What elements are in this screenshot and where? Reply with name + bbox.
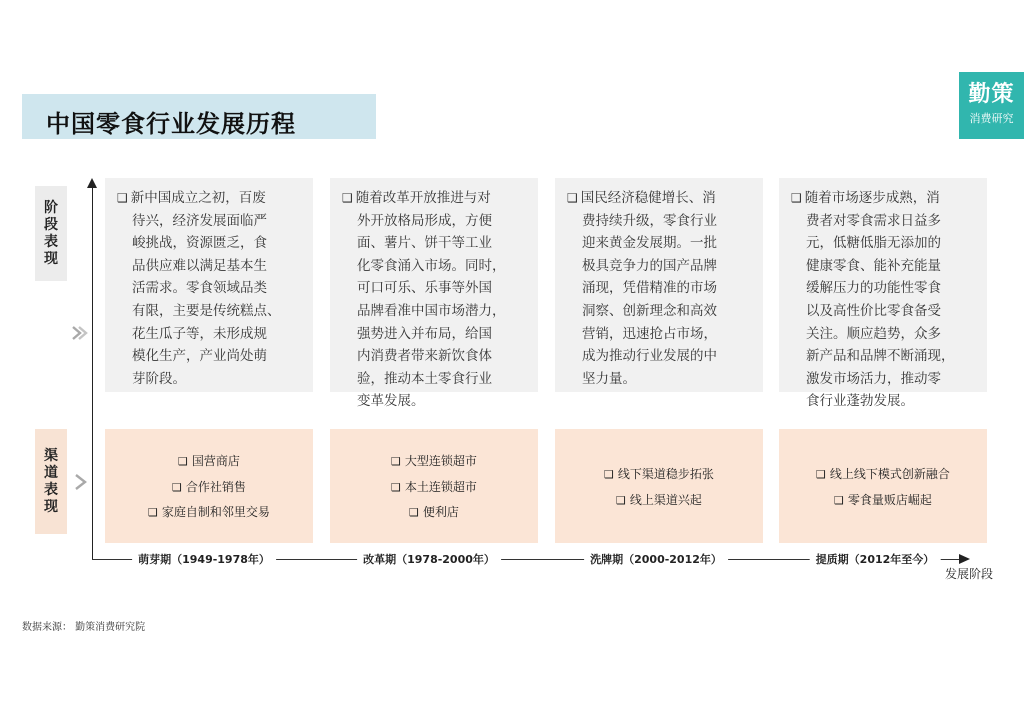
stage-line-text: 可口可乐、乐事等外国 [357,280,492,297]
stage-line-text: 以及高性价比零食备受 [806,302,941,319]
checkbox-icon: ❑ [409,506,419,519]
stage-line-text: 变革发展。 [357,393,425,410]
stage-line-text: 费持续升级，零食行业 [582,212,717,229]
stage-line-text: 随着市场逐步成熟，消 [804,190,940,206]
stage-line-text: 营销，迅速抢占市场， [582,325,717,342]
stage-line-text: 元，低糖低脂无添加的 [806,235,941,252]
stage-line [342,187,532,210]
stage-line [791,277,981,300]
stage-line [342,323,532,346]
stage-box-1 [105,178,313,392]
stage-line [567,187,757,210]
stage-line-text: 品供应难以满足基本生 [132,257,267,274]
checkbox-icon: ❑ [816,468,826,481]
channel-item-text: 大型连锁超市 [404,454,477,468]
stage-line [342,232,532,255]
stage-line [567,232,757,255]
stage-line [791,368,981,391]
channel-item [105,500,313,526]
channel-item-text: 线下渠道稳步拓张 [617,467,714,481]
channel-item-text: 合作社销售 [185,479,246,494]
channel-item [105,475,313,501]
stage-line [567,368,757,391]
checkbox-icon: ❑ [117,191,128,205]
stage-box-2 [330,178,538,410]
row-label-channel [35,429,67,534]
channel-box-1 [105,429,313,543]
vertical-axis [92,188,93,560]
stage-line [117,277,307,300]
stage-line-text: 花生瓜子等，未形成规 [132,325,267,342]
stage-line [567,210,757,233]
stage-line [342,210,532,233]
channel-item [330,475,538,501]
stage-line [117,210,307,233]
stage-line-text: 新中国成立之初，百废 [130,190,266,206]
channel-item-text: 线上渠道兴起 [629,492,702,507]
stage-line-text: 新产品和品牌不断涌现， [806,348,955,365]
checkbox-icon: ❑ [172,480,182,494]
channel-item [330,500,538,526]
channel-list-4 [779,462,987,513]
period-label-3: 洗牌期（2000-2012年） [584,551,728,569]
channel-list-1 [105,449,313,526]
stage-line [342,345,532,368]
stage-line [117,255,307,278]
horizontal-axis-arrow [959,554,970,564]
stage-line-text: 迎来黄金发展期。一批 [582,235,717,252]
stage-line-text: 健康零食、能补充能量 [806,257,941,274]
channel-item [555,462,763,488]
channel-item [779,488,987,514]
stage-line-text: 坚力量。 [582,370,636,387]
stage-line-text: 品牌看准中国市场潜力， [357,302,506,319]
stage-box-4 [779,178,987,410]
stage-line-text: 关注。顺应趋势，众多 [806,325,941,342]
double-chevron-right-icon [71,324,89,346]
row-label-stage-text: 阶段表现 [44,200,58,267]
stage-line-text: 国民经济稳健增长、消 [580,190,716,206]
stage-line-text: 随着改革开放推进与对 [355,190,491,206]
stage-line-text: 外开放格局形成，方便 [357,212,492,229]
checkbox-icon: ❑ [178,455,188,468]
stage-line-text: 极具竞争力的国产品牌 [582,257,717,274]
stage-line [567,277,757,300]
stage-line-text: 激发市场活力，推动零 [806,370,941,387]
checkbox-icon: ❑ [567,191,578,205]
page-title: 中国零食行业发展历程 [46,110,296,138]
checkbox-icon: ❑ [791,191,802,205]
stage-line-text: 待兴，经济发展面临严 [132,212,267,229]
stage-line [791,210,981,233]
stage-line-text: 模化生产，产业尚处萌 [132,348,267,365]
channel-list-3 [555,462,763,513]
stage-line-text: 有限，主要是传统糕点、 [132,302,281,319]
checkbox-icon: ❑ [391,455,401,468]
channel-item-text: 家庭自制和邻里交易 [161,505,270,519]
stage-line-text: 费者对零食需求日益多 [806,212,941,229]
checkbox-icon: ❑ [604,468,614,481]
period-label-1: 萌芽期（1949-1978年） [132,551,276,569]
logo-sub-text: 消费研究 [969,112,1014,125]
stage-line-text: 缓解压力的功能性零食 [806,280,941,297]
channel-box-4 [779,429,987,543]
stage-line [567,323,757,346]
stage-line [791,232,981,255]
stage-line [342,390,532,413]
stage-line [791,300,981,323]
stage-line [117,232,307,255]
stage-line [342,255,532,278]
channel-item-text: 国营商店 [191,454,240,468]
stage-line [567,345,757,368]
checkbox-icon: ❑ [834,493,844,507]
stage-text-2 [342,187,532,413]
stage-line [791,345,981,368]
stage-line [342,368,532,391]
stage-line-text: 峻挑战，资源匮乏，食 [132,235,267,252]
channel-item [779,462,987,488]
stage-line-text: 洞察、创新理念和高效 [582,302,717,319]
checkbox-icon: ❑ [342,191,353,205]
stage-text-1 [117,187,307,390]
stage-line [567,255,757,278]
channel-item-text: 线上线下模式创新融合 [829,467,950,481]
stage-line [117,345,307,368]
channel-item [330,449,538,475]
data-source: 数据来源： 勤策消费研究院 [22,622,146,633]
stage-line-text: 强势进入并布局，给国 [357,325,492,342]
stage-line-text: 化零食涌入市场。同时， [357,257,506,274]
stage-line [117,368,307,391]
stage-line-text: 验，推动本土零食行业 [357,370,492,387]
stage-line-text: 食行业蓬勃发展。 [806,393,914,410]
channel-item-text: 本土连锁超市 [404,479,477,494]
stage-line [791,323,981,346]
stage-line-text: 内消费者带来新饮食体 [357,348,492,365]
period-label-2: 改革期（1978-2000年） [357,551,501,569]
channel-item-text: 便利店 [422,505,459,519]
chevron-right-icon [73,473,89,495]
checkbox-icon: ❑ [391,480,401,494]
stage-line [342,300,532,323]
row-label-stage [35,186,67,281]
checkbox-icon: ❑ [148,506,158,519]
stage-line [117,187,307,210]
checkbox-icon: ❑ [616,493,626,507]
stage-line [117,323,307,346]
stage-line-text: 芽阶段。 [132,370,186,387]
stage-line [791,187,981,210]
stage-line [342,277,532,300]
stage-line-text: 活需求。零食领域品类 [132,280,267,297]
stage-line [791,255,981,278]
channel-box-3 [555,429,763,543]
stage-line [791,390,981,413]
axis-name: 发展阶段 [945,567,994,581]
stage-line-text: 面、薯片、饼干等工业 [357,235,492,252]
channel-item-text: 零食量贩店崛起 [847,492,932,507]
stage-line-text: 成为推动行业发展的中 [582,348,717,365]
period-label-4: 提质期（2012年至今） [810,551,941,569]
stage-line [567,300,757,323]
brand-logo [959,72,1024,139]
logo-main-text: 勤策 [968,82,1015,107]
stage-line-text: 涌现，凭借精准的市场 [582,280,717,297]
row-label-channel-text: 渠道表现 [44,448,58,515]
channel-list-2 [330,449,538,526]
stage-line [117,300,307,323]
channel-item [105,449,313,475]
stage-text-4 [791,187,981,413]
channel-box-2 [330,429,538,543]
stage-text-3 [567,187,757,390]
stage-box-3 [555,178,763,392]
vertical-axis-arrow [87,178,97,188]
channel-item [555,488,763,514]
